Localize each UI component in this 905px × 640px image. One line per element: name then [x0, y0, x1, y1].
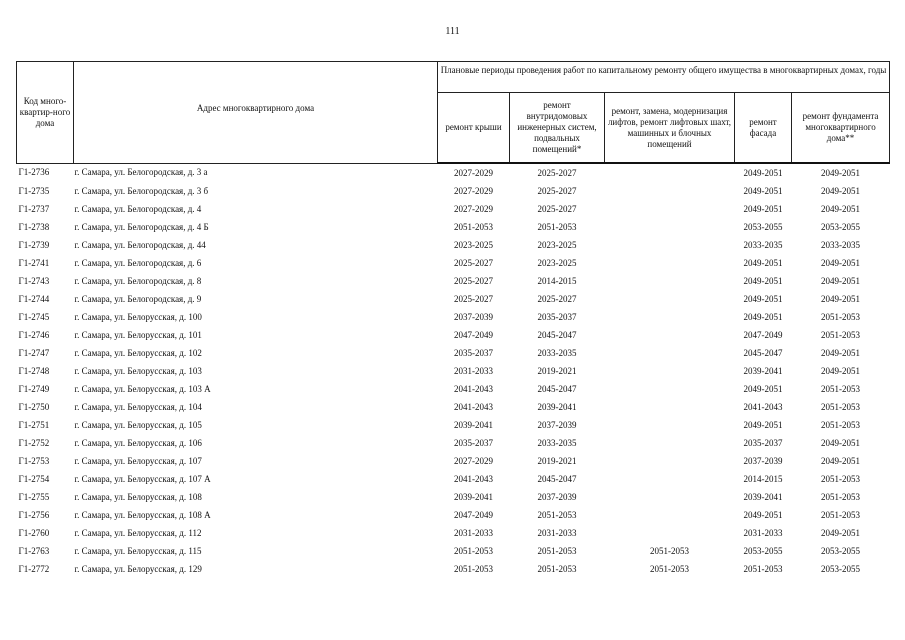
- header-engineering-systems-repair: ремонт внутридомовых инженерных систем, подвальных помещений*: [510, 93, 605, 164]
- cell-building-code: Г1-2750: [18, 401, 50, 412]
- cell-building-code: Г1-2754: [18, 473, 50, 484]
- table-header: [17, 62, 890, 164]
- cell-lift-repair: [605, 182, 735, 200]
- cell-engineering-systems-repair: 2051-2053: [537, 221, 577, 232]
- cell-address: г. Самара, ул. Белорусская, д. 100: [74, 311, 202, 322]
- cell-foundation-repair: 2051-2053: [821, 419, 861, 430]
- cell-engineering-systems-repair: 2035-2037: [537, 311, 577, 322]
- cell-lift-repair: 2051-2053: [650, 563, 689, 574]
- cell-facade-repair: 2049-2051: [743, 383, 783, 394]
- cell-roof-repair: 2027-2029: [454, 203, 493, 214]
- capital-repair-schedule-table: [16, 61, 890, 578]
- cell-roof-repair: 2035-2037: [454, 437, 493, 448]
- cell-engineering-systems-repair: 2045-2047: [537, 329, 577, 340]
- cell-engineering-systems-repair: 2045-2047: [537, 473, 577, 484]
- header-roof-repair: ремонт крыши: [438, 93, 510, 164]
- cell-engineering-systems-repair: 2051-2053: [537, 563, 577, 574]
- cell-roof-repair: 2025-2027: [454, 257, 493, 268]
- cell-facade-repair: 2049-2051: [743, 185, 783, 196]
- table-row: [17, 398, 890, 416]
- cell-engineering-systems-repair: 2025-2027: [537, 167, 577, 178]
- cell-facade-repair: 2014-2015: [743, 473, 783, 484]
- cell-foundation-repair: 2051-2053: [821, 491, 861, 502]
- cell-address: г. Самара, ул. Белогородская, д. 4: [74, 203, 202, 214]
- table-row: [17, 380, 890, 398]
- cell-roof-repair: 2051-2053: [454, 563, 493, 574]
- cell-address: г. Самара, ул. Белорусская, д. 104: [74, 401, 202, 412]
- cell-building-code: Г1-2763: [18, 545, 50, 556]
- table-row: [17, 236, 890, 254]
- cell-engineering-systems-repair: 2019-2021: [537, 455, 577, 466]
- cell-building-code: Г1-2748: [18, 365, 50, 376]
- cell-foundation-repair: 2049-2051: [821, 167, 861, 178]
- cell-foundation-repair: 2049-2051: [821, 293, 861, 304]
- cell-engineering-systems-repair: 2037-2039: [537, 491, 577, 502]
- table-row: [17, 290, 890, 308]
- cell-lift-repair: [605, 452, 735, 470]
- cell-engineering-systems-repair: 2023-2025: [537, 239, 577, 250]
- cell-building-code: Г1-2745: [18, 311, 50, 322]
- cell-address: г. Самара, ул. Белорусская, д. 102: [74, 347, 202, 358]
- cell-building-code: Г1-2735: [18, 185, 50, 196]
- table-row: [17, 434, 890, 452]
- cell-address: г. Самара, ул. Белорусская, д. 108: [74, 491, 202, 502]
- cell-lift-repair: [605, 290, 735, 308]
- cell-engineering-systems-repair: 2045-2047: [537, 383, 577, 394]
- cell-engineering-systems-repair: 2039-2041: [537, 401, 577, 412]
- cell-lift-repair: [605, 506, 735, 524]
- cell-address: г. Самара, ул. Белорусская, д. 103 А: [74, 383, 211, 394]
- cell-building-code: Г1-2753: [18, 455, 50, 466]
- cell-facade-repair: 2039-2041: [743, 491, 783, 502]
- cell-engineering-systems-repair: 2033-2035: [537, 347, 577, 358]
- table-body: [17, 163, 890, 578]
- cell-foundation-repair: 2051-2053: [821, 383, 861, 394]
- table-row: [17, 542, 890, 560]
- cell-address: г. Самара, ул. Белорусская, д. 107: [74, 455, 202, 466]
- cell-roof-repair: 2025-2027: [454, 293, 493, 304]
- cell-roof-repair: 2027-2029: [454, 455, 493, 466]
- cell-building-code: Г1-2760: [18, 527, 50, 538]
- cell-building-code: Г1-2756: [18, 509, 50, 520]
- cell-foundation-repair: 2051-2053: [821, 401, 861, 412]
- cell-building-code: Г1-2772: [18, 563, 50, 574]
- header-facade-repair: ремонт фасада: [735, 93, 792, 164]
- table-row: [17, 272, 890, 290]
- cell-address: г. Самара, ул. Белогородская, д. 3 б: [74, 185, 209, 196]
- header-lift-repair: ремонт, замена, модернизация лифтов, ремонт лифтовых шахт, машинных и блочных помещений: [605, 93, 735, 164]
- cell-foundation-repair: 2049-2051: [821, 275, 861, 286]
- cell-foundation-repair: 2049-2051: [821, 185, 861, 196]
- cell-roof-repair: 2041-2043: [454, 473, 493, 484]
- cell-roof-repair: 2039-2041: [454, 491, 493, 502]
- cell-engineering-systems-repair: 2025-2027: [537, 203, 577, 214]
- cell-lift-repair: [605, 362, 735, 380]
- cell-facade-repair: 2049-2051: [743, 275, 783, 286]
- cell-foundation-repair: 2049-2051: [821, 365, 861, 376]
- cell-address: г. Самара, ул. Белорусская, д. 105: [74, 419, 202, 430]
- cell-building-code: Г1-2743: [18, 275, 50, 286]
- cell-address: г. Самара, ул. Белорусская, д. 101: [74, 329, 202, 340]
- table-row: [17, 254, 890, 272]
- header-address: Адрес многоквартирного дома: [74, 62, 438, 164]
- table-row: [17, 488, 890, 506]
- cell-foundation-repair: 2051-2053: [821, 329, 861, 340]
- cell-roof-repair: 2047-2049: [454, 329, 493, 340]
- table-row: [17, 326, 890, 344]
- cell-address: г. Самара, ул. Белогородская, д. 6: [74, 257, 202, 268]
- cell-building-code: Г1-2736: [18, 167, 50, 178]
- cell-roof-repair: 2037-2039: [454, 311, 493, 322]
- cell-lift-repair: 2051-2053: [650, 545, 689, 556]
- cell-foundation-repair: 2051-2053: [821, 473, 861, 484]
- table-row: [17, 416, 890, 434]
- header-foundation-repair: ремонт фундамента многоквартирного дома**: [792, 93, 890, 164]
- cell-lift-repair: [605, 254, 735, 272]
- cell-lift-repair: [605, 236, 735, 254]
- cell-building-code: Г1-2739: [18, 239, 50, 250]
- cell-facade-repair: 2031-2033: [743, 527, 783, 538]
- cell-facade-repair: 2053-2055: [743, 545, 783, 556]
- cell-roof-repair: 2027-2029: [454, 185, 493, 196]
- cell-foundation-repair: 2049-2051: [821, 527, 861, 538]
- cell-lift-repair: [605, 344, 735, 362]
- header-planned-periods: Плановые периоды проведения работ по капитальному ремонту общего имущества в многоквартирных домах, годы: [438, 62, 890, 93]
- cell-lift-repair: [605, 163, 735, 182]
- cell-building-code: Г1-2744: [18, 293, 50, 304]
- cell-address: г. Самара, ул. Белогородская, д. 44: [74, 239, 206, 250]
- cell-facade-repair: 2037-2039: [743, 455, 783, 466]
- cell-lift-repair: [605, 380, 735, 398]
- cell-lift-repair: [605, 416, 735, 434]
- cell-roof-repair: 2031-2033: [454, 527, 493, 538]
- cell-engineering-systems-repair: 2037-2039: [537, 419, 577, 430]
- cell-foundation-repair: 2049-2051: [821, 437, 861, 448]
- cell-building-code: Г1-2752: [18, 437, 50, 448]
- table-row: [17, 560, 890, 578]
- cell-facade-repair: 2039-2041: [743, 365, 783, 376]
- table-row: [17, 506, 890, 524]
- cell-foundation-repair: 2053-2055: [821, 545, 861, 556]
- cell-facade-repair: 2049-2051: [743, 419, 783, 430]
- cell-engineering-systems-repair: 2025-2027: [537, 293, 577, 304]
- cell-address: г. Самара, ул. Белорусская, д. 106: [74, 437, 202, 448]
- cell-facade-repair: 2051-2053: [743, 563, 783, 574]
- cell-facade-repair: 2049-2051: [743, 293, 783, 304]
- table-row: [17, 362, 890, 380]
- cell-roof-repair: 2027-2029: [454, 167, 493, 178]
- cell-lift-repair: [605, 488, 735, 506]
- table-row: [17, 200, 890, 218]
- cell-address: г. Самара, ул. Белорусская, д. 112: [74, 527, 202, 538]
- table-row: [17, 524, 890, 542]
- cell-address: г. Самара, ул. Белорусская, д. 108 А: [74, 509, 211, 520]
- cell-roof-repair: 2047-2049: [454, 509, 493, 520]
- cell-address: г. Самара, ул. Белогородская, д. 8: [74, 275, 202, 286]
- header-building-code: Код много-квартир-ного дома: [17, 62, 74, 164]
- cell-address: г. Самара, ул. Белогородская, д. 4 Б: [74, 221, 209, 232]
- cell-engineering-systems-repair: 2033-2035: [537, 437, 577, 448]
- table-row: [17, 344, 890, 362]
- cell-foundation-repair: 2051-2053: [821, 509, 861, 520]
- cell-building-code: Г1-2746: [18, 329, 50, 340]
- cell-engineering-systems-repair: 2031-2033: [537, 527, 577, 538]
- cell-foundation-repair: 2053-2055: [821, 563, 861, 574]
- cell-facade-repair: 2033-2035: [743, 239, 783, 250]
- cell-engineering-systems-repair: 2025-2027: [537, 185, 577, 196]
- cell-lift-repair: [605, 524, 735, 542]
- cell-facade-repair: 2035-2037: [743, 437, 783, 448]
- cell-lift-repair: [605, 308, 735, 326]
- cell-engineering-systems-repair: 2051-2053: [537, 509, 577, 520]
- cell-roof-repair: 2051-2053: [454, 545, 493, 556]
- cell-lift-repair: [605, 200, 735, 218]
- cell-foundation-repair: 2049-2051: [821, 455, 861, 466]
- cell-facade-repair: 2053-2055: [743, 221, 783, 232]
- cell-engineering-systems-repair: 2023-2025: [537, 257, 577, 268]
- cell-foundation-repair: 2049-2051: [821, 257, 861, 268]
- cell-foundation-repair: 2051-2053: [821, 311, 861, 322]
- cell-address: г. Самара, ул. Белорусская, д. 129: [74, 563, 202, 574]
- cell-foundation-repair: 2049-2051: [821, 347, 861, 358]
- cell-building-code: Г1-2737: [18, 203, 50, 214]
- cell-address: г. Самара, ул. Белорусская, д. 115: [74, 545, 202, 556]
- cell-facade-repair: 2045-2047: [743, 347, 783, 358]
- table-row: [17, 470, 890, 488]
- cell-facade-repair: 2049-2051: [743, 203, 783, 214]
- cell-roof-repair: 2025-2027: [454, 275, 493, 286]
- cell-lift-repair: [605, 272, 735, 290]
- cell-building-code: Г1-2755: [18, 491, 50, 502]
- cell-foundation-repair: 2049-2051: [821, 203, 861, 214]
- cell-engineering-systems-repair: 2051-2053: [537, 545, 577, 556]
- cell-address: г. Самара, ул. Белорусская, д. 103: [74, 365, 202, 376]
- cell-facade-repair: 2049-2051: [743, 257, 783, 268]
- table-row: [17, 308, 890, 326]
- cell-facade-repair: 2041-2043: [743, 401, 783, 412]
- cell-facade-repair: 2047-2049: [743, 329, 783, 340]
- page-number: 111: [445, 26, 460, 37]
- cell-roof-repair: 2041-2043: [454, 383, 493, 394]
- cell-lift-repair: [605, 218, 735, 236]
- cell-roof-repair: 2031-2033: [454, 365, 493, 376]
- table-row: [17, 182, 890, 200]
- cell-roof-repair: 2041-2043: [454, 401, 493, 412]
- cell-lift-repair: [605, 434, 735, 452]
- table-row: [17, 452, 890, 470]
- cell-address: г. Самара, ул. Белорусская, д. 107 А: [74, 473, 211, 484]
- cell-lift-repair: [605, 398, 735, 416]
- cell-roof-repair: 2051-2053: [454, 221, 493, 232]
- cell-building-code: Г1-2749: [18, 383, 50, 394]
- cell-foundation-repair: 2053-2055: [821, 221, 861, 232]
- cell-engineering-systems-repair: 2019-2021: [537, 365, 577, 376]
- cell-foundation-repair: 2033-2035: [821, 239, 861, 250]
- cell-building-code: Г1-2741: [18, 257, 50, 268]
- cell-address: г. Самара, ул. Белогородская, д. 3 а: [74, 167, 208, 178]
- cell-engineering-systems-repair: 2014-2015: [537, 275, 577, 286]
- cell-roof-repair: 2039-2041: [454, 419, 493, 430]
- table-row: [17, 218, 890, 236]
- cell-roof-repair: 2023-2025: [454, 239, 493, 250]
- cell-building-code: Г1-2738: [18, 221, 50, 232]
- cell-lift-repair: [605, 326, 735, 344]
- cell-lift-repair: [605, 470, 735, 488]
- cell-roof-repair: 2035-2037: [454, 347, 493, 358]
- cell-address: г. Самара, ул. Белогородская, д. 9: [74, 293, 202, 304]
- cell-building-code: Г1-2747: [18, 347, 50, 358]
- table-row: [17, 163, 890, 182]
- cell-facade-repair: 2049-2051: [743, 509, 783, 520]
- cell-building-code: Г1-2751: [18, 419, 50, 430]
- cell-facade-repair: 2049-2051: [743, 311, 783, 322]
- cell-facade-repair: 2049-2051: [743, 167, 783, 178]
